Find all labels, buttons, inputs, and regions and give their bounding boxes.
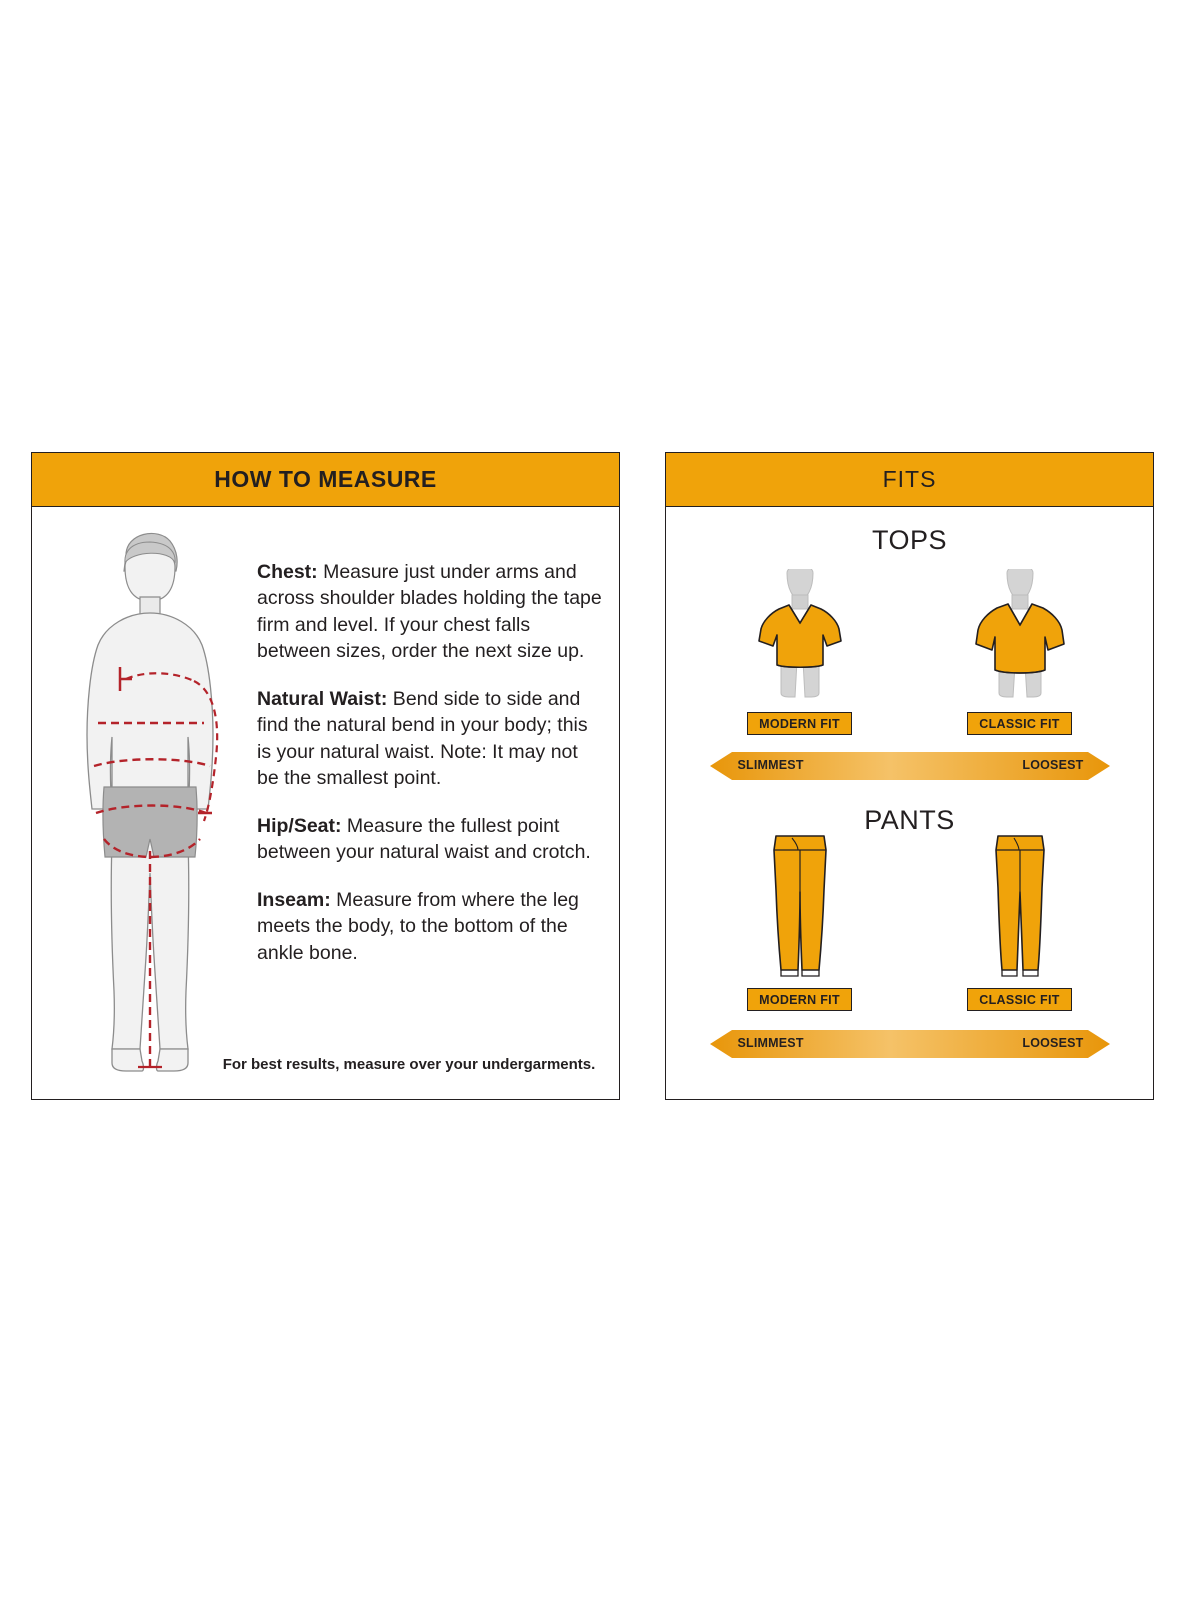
how-to-measure-title: HOW TO MEASURE — [214, 466, 437, 492]
v-neck-tee-modern-fit-icon — [735, 569, 865, 704]
fits-title: FITS — [882, 466, 937, 492]
pants-modern-fit-icon — [740, 845, 860, 980]
pants-scale-loosest-label: LOOSEST — [1022, 1036, 1084, 1050]
measure-paragraph-hip-seat — [257, 813, 602, 866]
tops-garment-row — [666, 569, 1153, 735]
pants-fit-scale — [710, 1027, 1110, 1061]
measure-term-natural-waist: Natural Waist: — [257, 687, 388, 710]
measure-paragraph-inseam — [257, 887, 602, 967]
best-results-footnote: For best results, measure over your undergarments. — [222, 1056, 596, 1073]
how-to-measure-panel — [31, 452, 620, 1100]
pants-section-title: PANTS — [864, 805, 955, 835]
pants-classic-fit-label: CLASSIC FIT — [967, 988, 1071, 1011]
tops-fit-scale — [710, 749, 1110, 783]
measure-instructions — [257, 539, 602, 987]
pants-classic-fit-cell — [945, 845, 1095, 1011]
tops-scale-slimmest-label: SLIMMEST — [737, 758, 804, 772]
tops-modern-fit-cell — [725, 569, 875, 735]
tops-modern-fit-label: MODERN FIT — [747, 712, 852, 735]
how-to-measure-header — [32, 453, 619, 507]
tops-classic-fit-label: CLASSIC FIT — [967, 712, 1071, 735]
tops-scale-loosest-label: LOOSEST — [1022, 758, 1084, 772]
measure-term-chest: Chest: — [257, 560, 318, 583]
measure-text-chest: Measure just under arms and across shoulder blades holding the tape firm and level. If your chest falls between sizes, order the next size up. — [257, 560, 602, 662]
measure-paragraph-natural-waist — [257, 686, 602, 792]
pants-classic-fit-icon — [960, 845, 1080, 980]
measure-text-natural-waist: Bend side to side and find the natural bend in your body; this is your natural waist. Note: It may not be the smallest point. — [257, 687, 588, 789]
tops-classic-fit-cell — [945, 569, 1095, 735]
pants-garment-row — [666, 845, 1153, 1011]
measure-paragraph-chest — [257, 559, 602, 665]
how-to-measure-body — [32, 507, 619, 1099]
fits-body — [666, 507, 1153, 1099]
tops-section-title: TOPS — [871, 525, 948, 555]
pants-modern-fit-label: MODERN FIT — [747, 988, 852, 1011]
measure-term-hip-seat: Hip/Seat: — [257, 814, 342, 837]
measure-text-inseam: Measure from where the leg meets the body, to the bottom of the ankle bone. — [257, 888, 579, 964]
male-body-measurement-figure — [54, 521, 254, 1091]
fits-panel — [665, 452, 1154, 1100]
pants-scale-slimmest-label: SLIMMEST — [737, 1036, 804, 1050]
fits-header — [666, 453, 1153, 507]
pants-modern-fit-cell — [725, 845, 875, 1011]
measure-text-hip-seat: Measure the fullest point between your natural waist and crotch. — [257, 814, 591, 863]
v-neck-tee-classic-fit-icon — [955, 569, 1085, 704]
measure-term-inseam: Inseam: — [257, 888, 331, 911]
